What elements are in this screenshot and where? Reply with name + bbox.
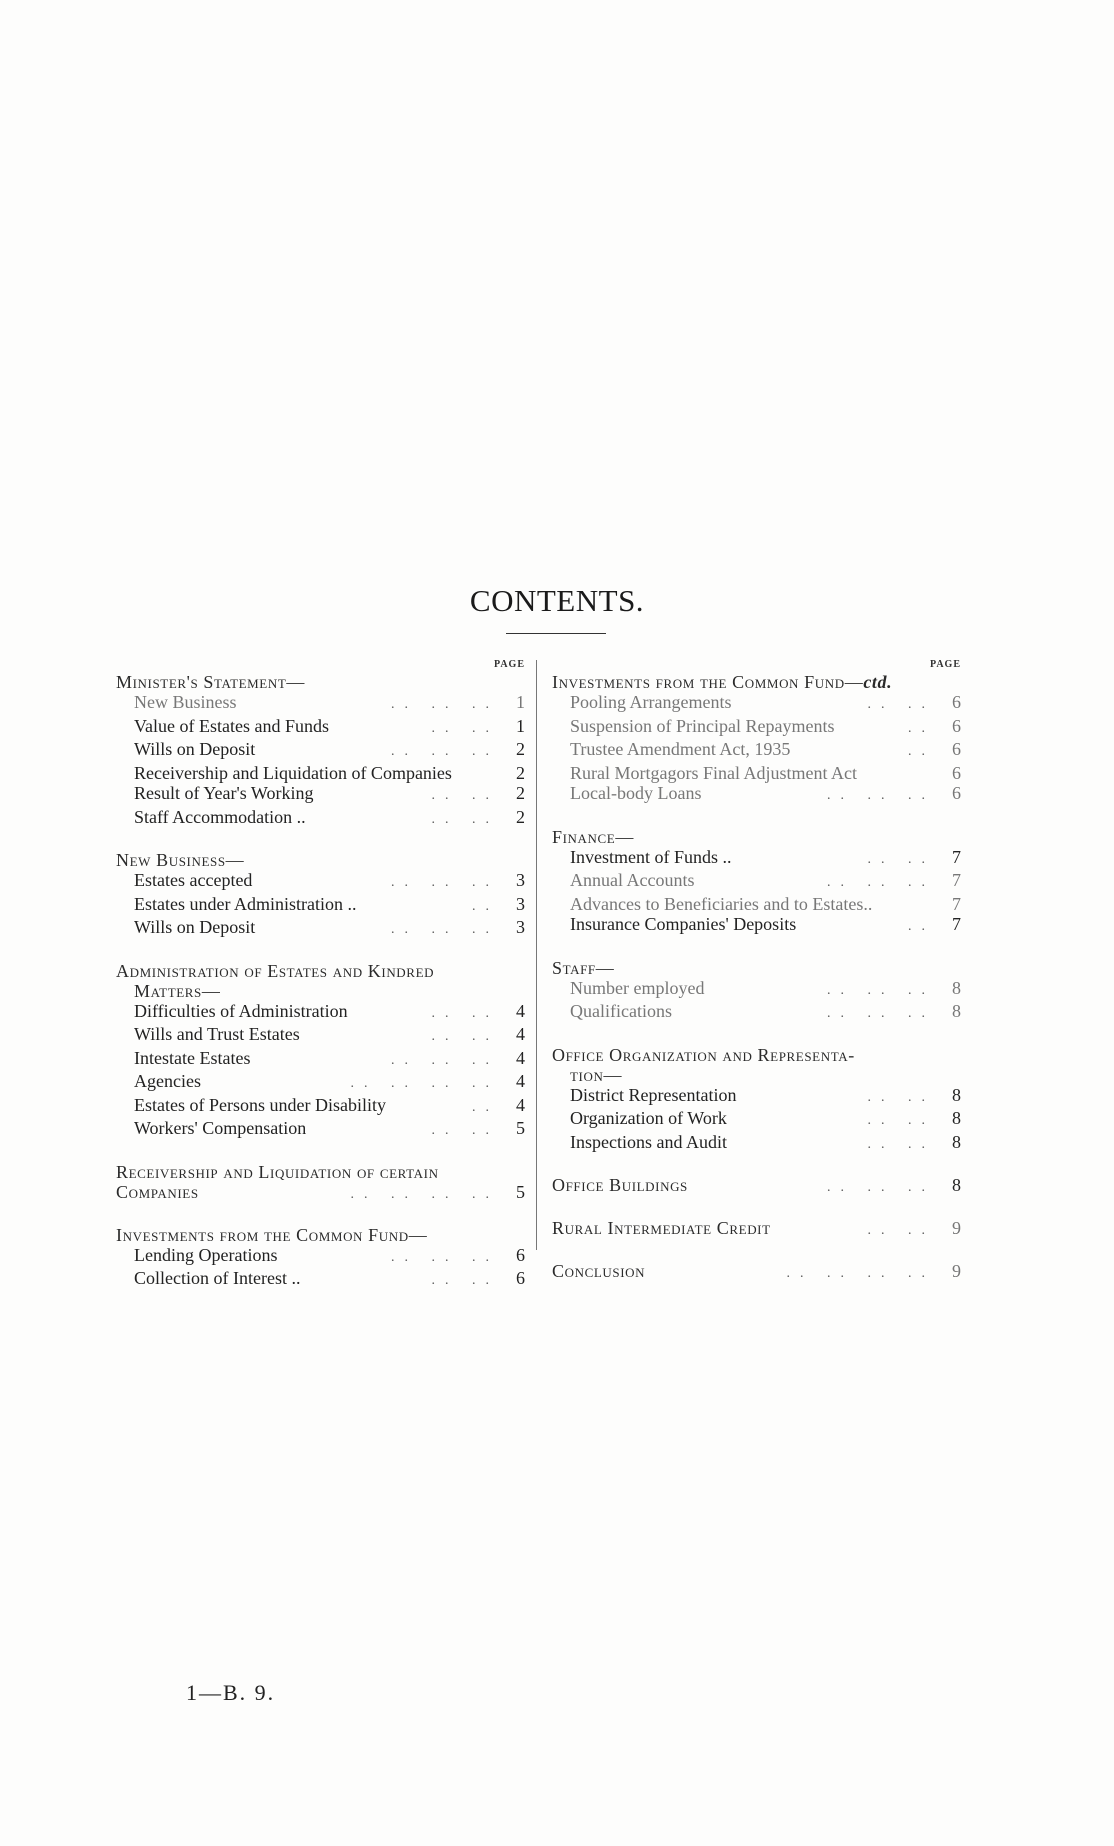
dot-leader: .. .. .. .. <box>350 1186 499 1202</box>
entry-label: Staff Accommodation .. <box>134 806 306 827</box>
entry-label: Workers' Compensation <box>134 1118 307 1138</box>
dot-leader: .. <box>472 898 499 914</box>
entry-page: 6 <box>952 783 961 803</box>
entry-page: 6 <box>952 692 961 712</box>
section-title-continuation: Companies <box>116 1181 199 1202</box>
section-title <box>116 961 525 1001</box>
entry-label: Organization of Work <box>570 1108 727 1128</box>
toc-section <box>116 850 525 941</box>
toc-entry[interactable] <box>116 807 525 831</box>
entry-label: Inspections and Audit <box>570 1131 727 1152</box>
toc-section <box>552 827 961 938</box>
dot-leader: .. .. .. <box>391 744 499 759</box>
section-title: Minister's Statement— <box>116 672 305 692</box>
toc-entry[interactable] <box>552 1085 961 1109</box>
dot-leader: .. .. <box>431 1029 499 1044</box>
entry-page: 8 <box>952 977 961 998</box>
dot-leader: .. .. .. <box>827 1180 935 1195</box>
section-title: Office Buildings <box>552 1175 688 1195</box>
section-title-line: Administration of Estates and Kindred <box>116 960 435 981</box>
entry-page: 3 <box>516 870 525 890</box>
dot-leader: .. .. .. <box>391 1052 499 1068</box>
toc-entry[interactable] <box>116 870 525 894</box>
entry-label: Collection of Interest .. <box>134 1268 301 1288</box>
toc-section <box>116 672 525 830</box>
dot-leader: .. .. .. <box>827 982 935 998</box>
entry-page: 8 <box>952 1001 961 1021</box>
toc-entry[interactable] <box>116 763 525 784</box>
section-title: New Business— <box>116 850 245 870</box>
dot-leader: .. .. .. .. <box>786 1266 935 1281</box>
dot-leader: .. .. .. <box>827 788 935 803</box>
dot-leader: .. .. .. <box>391 875 499 890</box>
entry-label: Estates accepted <box>134 870 253 890</box>
entry-page: 7 <box>952 914 961 934</box>
entry-page: 2 <box>516 806 525 827</box>
dot-leader: .. .. <box>431 1273 499 1288</box>
section-title: Staff— <box>552 957 615 978</box>
contents-left-column <box>116 658 525 1312</box>
toc-entry[interactable] <box>116 1245 525 1269</box>
toc-section <box>552 1045 961 1156</box>
entry-page: 9 <box>952 1261 961 1281</box>
dot-leader: .. .. .. .. <box>350 1076 499 1091</box>
dot-leader: .. .. .. <box>391 1249 499 1265</box>
entry-page: 8 <box>952 1108 961 1128</box>
entry-page: 4 <box>516 1071 525 1091</box>
toc-entry[interactable] <box>552 716 961 740</box>
section-title: Conclusion <box>552 1261 646 1281</box>
toc-entry[interactable] <box>116 739 525 763</box>
dot-leader: .. .. <box>431 788 499 803</box>
dot-leader: .. .. .. <box>391 922 499 937</box>
toc-entry[interactable] <box>116 783 525 807</box>
toc-entry[interactable] <box>552 978 961 1002</box>
toc-section <box>116 961 525 1142</box>
dot-leader: .. .. <box>431 1123 499 1138</box>
dot-leader: .. .. <box>867 1136 935 1152</box>
entry-page: 6 <box>952 715 961 736</box>
entry-page: 8 <box>952 1175 961 1195</box>
toc-entry[interactable] <box>116 917 525 941</box>
entry-page: 2 <box>516 762 525 783</box>
entry-label: Receivership and Liquidation of Companies <box>134 762 452 783</box>
section-title: Investments from the Common Fund— <box>116 1224 428 1245</box>
entry-label: Investment of Funds .. <box>570 846 732 867</box>
entry-page: 2 <box>516 783 525 803</box>
entry-label: Suspension of Principal Repayments <box>570 715 835 736</box>
entry-label: Local-body Loans <box>570 783 702 803</box>
section-title-line: Office Organization and Representa- <box>552 1044 855 1065</box>
toc-entry[interactable] <box>552 739 961 763</box>
section-title-continuation: Matters— <box>134 980 221 1001</box>
toc-entry[interactable] <box>552 1132 961 1156</box>
entry-page: 6 <box>952 739 961 759</box>
section-title <box>552 672 961 692</box>
page-title: CONTENTS. <box>469 583 645 618</box>
page-column-heading: PAGE <box>493 659 525 670</box>
entry-label: Wills on Deposit <box>134 917 256 937</box>
entry-label: Estates under Administration .. <box>134 893 357 914</box>
toc-entry[interactable] <box>116 894 525 918</box>
toc-section <box>552 1175 961 1198</box>
toc-entry[interactable] <box>116 716 525 740</box>
entry-label: Result of Year's Working <box>134 783 314 803</box>
dot-leader: .. .. .. <box>391 697 499 712</box>
entry-label: Insurance Companies' Deposits <box>570 914 797 934</box>
entry-label: Annual Accounts <box>570 870 695 890</box>
entry-label: Difficulties of Administration <box>134 1000 348 1021</box>
dot-leader: .. .. <box>867 1113 935 1128</box>
entry-label: Value of Estates and Funds <box>134 715 329 736</box>
dot-leader: .. .. <box>431 811 499 827</box>
entry-label: Pooling Arrangements <box>570 692 732 712</box>
toc-entry[interactable] <box>552 914 961 938</box>
entry-page: 9 <box>952 1218 961 1238</box>
toc-section <box>552 672 961 807</box>
entry-label: Wills on Deposit <box>134 739 256 759</box>
toc-section <box>552 958 961 1025</box>
contents-right-column <box>552 658 961 1304</box>
toc-entry[interactable] <box>552 1108 961 1132</box>
entry-page: 1 <box>516 692 525 712</box>
toc-entry[interactable] <box>552 783 961 807</box>
dot-leader: .. <box>472 1099 499 1115</box>
toc-section <box>552 1261 961 1284</box>
toc-entry[interactable] <box>116 1268 525 1292</box>
dot-leader: .. <box>908 720 935 736</box>
column-divider <box>536 660 537 1250</box>
toc-entry[interactable] <box>552 763 961 784</box>
entry-page: 5 <box>516 1118 525 1138</box>
dot-leader: .. .. .. <box>827 875 935 890</box>
toc-entry[interactable] <box>552 870 961 894</box>
page-footer-reference: 1—B. 9. <box>186 1680 276 1705</box>
entry-label: Wills and Trust Estates <box>134 1024 300 1044</box>
page-column-heading: PAGE <box>929 659 961 670</box>
toc-entry[interactable] <box>552 1175 961 1198</box>
toc-section <box>552 1218 961 1241</box>
entry-label: Number employed <box>570 977 705 998</box>
toc-entry[interactable] <box>116 1182 525 1205</box>
entry-page: 4 <box>516 1000 525 1021</box>
entry-page: 8 <box>952 1084 961 1105</box>
toc-entry[interactable] <box>552 1218 961 1241</box>
entry-label: New Business <box>134 692 237 712</box>
toc-entry[interactable] <box>116 692 525 716</box>
entry-page: 6 <box>516 1268 525 1288</box>
entry-page: 4 <box>516 1094 525 1115</box>
toc-entry[interactable] <box>116 1118 525 1142</box>
toc-entry[interactable] <box>116 1095 525 1119</box>
entry-label: Agencies <box>134 1071 201 1091</box>
section-title <box>552 1045 961 1085</box>
entry-page: 5 <box>516 1181 525 1202</box>
section-title: Finance— <box>552 826 634 847</box>
entry-page: 3 <box>516 917 525 937</box>
section-title-suffix: ctd. <box>863 672 893 692</box>
entry-page: 4 <box>516 1024 525 1044</box>
entry-label: Estates of Persons under Disability <box>134 1094 386 1115</box>
dot-leader: .. .. <box>867 1223 935 1238</box>
toc-entry[interactable] <box>116 1024 525 1048</box>
toc-entry[interactable] <box>552 1001 961 1025</box>
section-title: Rural Intermediate Credit <box>552 1218 771 1238</box>
entry-page: 7 <box>952 846 961 867</box>
dot-leader: .. .. <box>867 1089 935 1105</box>
toc-section <box>116 1225 525 1292</box>
dot-leader: .. <box>908 744 935 759</box>
section-title-continuation: tion— <box>570 1064 623 1085</box>
entry-label: District Representation <box>570 1084 737 1105</box>
entry-label: Advances to Beneficiaries and to Estates.. <box>570 893 873 914</box>
title-rule <box>506 633 606 634</box>
toc-entry[interactable] <box>552 1261 961 1284</box>
section-title: Receivership and Liquidation of certain <box>116 1161 439 1182</box>
entry-page: 6 <box>516 1244 525 1265</box>
entry-page: 8 <box>952 1131 961 1152</box>
entry-page: 7 <box>952 870 961 890</box>
entry-label: Trustee Amendment Act, 1935 <box>570 739 791 759</box>
toc-section <box>116 1162 525 1205</box>
entry-page: 7 <box>952 893 961 914</box>
entry-page: 6 <box>952 762 961 783</box>
entry-label: Lending Operations <box>134 1244 278 1265</box>
dot-leader: .. .. .. <box>827 1006 935 1021</box>
toc-entry[interactable] <box>552 847 961 871</box>
toc-entry[interactable] <box>552 692 961 716</box>
dot-leader: .. .. <box>867 697 935 712</box>
entry-page: 3 <box>516 893 525 914</box>
entry-page: 4 <box>516 1047 525 1068</box>
entry-page: 2 <box>516 739 525 759</box>
entry-label: Rural Mortgagors Final Adjustment Act <box>570 762 857 783</box>
toc-entry[interactable] <box>552 894 961 915</box>
dot-leader: .. <box>908 919 935 934</box>
dot-leader: .. .. <box>431 1005 499 1021</box>
dot-leader: .. .. <box>431 720 499 736</box>
toc-entry[interactable] <box>116 1001 525 1025</box>
toc-entry[interactable] <box>116 1071 525 1095</box>
entry-label: Qualifications <box>570 1001 672 1021</box>
toc-entry[interactable] <box>116 1048 525 1072</box>
entry-label: Intestate Estates <box>134 1047 251 1068</box>
entry-page: 1 <box>516 715 525 736</box>
dot-leader: .. .. <box>867 851 935 867</box>
section-title-line: Investments from the Common Fund— <box>552 672 864 692</box>
